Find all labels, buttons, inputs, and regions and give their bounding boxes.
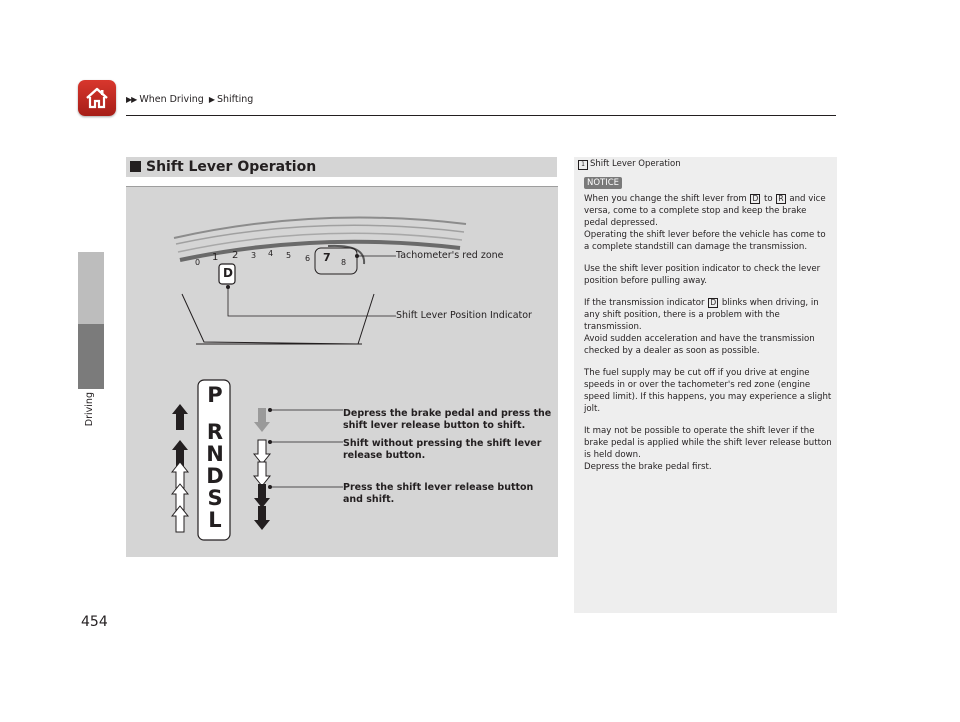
- paragraph: Operating the shift lever before the vehicle has come to a complete standstill can damage the transmission.: [584, 230, 826, 253]
- callout-line: and shift.: [343, 494, 395, 505]
- side-note-title: [578, 159, 681, 170]
- tach-label: 2: [232, 250, 239, 261]
- home-icon: [85, 86, 109, 110]
- callout-line: release button.: [343, 450, 426, 461]
- callout-red-zone: Tachometer's red zone: [396, 250, 504, 261]
- shift-gate: [199, 384, 231, 531]
- gate-letter: R: [206, 420, 224, 444]
- tach-label: 4: [268, 249, 274, 258]
- callout-line: Shift without pressing the shift lever: [343, 438, 542, 449]
- gear-key-d: D: [752, 194, 759, 203]
- tach-label: 1: [212, 252, 219, 263]
- gate-letter: N: [206, 442, 224, 466]
- side-note-body: [584, 193, 832, 482]
- tach-label: 0: [195, 258, 201, 267]
- tach-label: 7: [323, 251, 331, 264]
- callout-shift-without: [343, 438, 541, 462]
- side-tab-label: Driving: [84, 392, 95, 427]
- up-arrow-icon: [172, 404, 188, 532]
- square-bullet-icon: [130, 161, 141, 172]
- callout-position-indicator: Shift Lever Position Indicator: [396, 310, 532, 321]
- callout-line: Depress the brake pedal and press the: [343, 408, 552, 419]
- breadcrumb: ▶▶ When Driving ▶ Shifting: [126, 94, 254, 105]
- gate-letter: L: [208, 508, 222, 532]
- section-heading: [126, 157, 557, 177]
- paragraph: The fuel supply may be cut off if you drive at engine speeds in or over the tachometer's red zone (engine speed limit). If this happens, you may experience a slight jolt.: [584, 367, 832, 414]
- gate-letter: P: [207, 383, 223, 407]
- home-button[interactable]: [78, 80, 116, 116]
- paragraph: It may not be possible to operate the shift lever if the brake pedal is applied while the shift lever release button is held down.: [584, 425, 832, 460]
- tach-label: 8: [341, 258, 347, 267]
- down-arrow-icon: [254, 408, 270, 530]
- side-tab-driving[interactable]: [78, 324, 104, 389]
- breadcrumb-item[interactable]: Shifting: [216, 94, 254, 105]
- tach-label: 6: [305, 254, 311, 263]
- text-run: If the transmission indicator: [584, 297, 705, 308]
- reference-icon: 1: [578, 160, 588, 170]
- side-note-title-text: Shift Lever Operation: [590, 159, 681, 169]
- gear-position-indicator: D: [223, 266, 233, 280]
- paragraph: Depress the brake pedal first.: [584, 461, 712, 472]
- text-run: and vice versa, come to a complete stop and keep the brake pedal depressed.: [584, 194, 826, 229]
- text-run: to: [763, 194, 773, 204]
- breadcrumb-item[interactable]: When Driving: [139, 94, 204, 105]
- text-run: When you change the shift lever from: [584, 194, 747, 204]
- header-rule: [126, 115, 836, 116]
- section-title: Shift Lever Operation: [146, 159, 317, 175]
- gate-letter: D: [206, 464, 224, 488]
- paragraph: Use the shift lever position indicator to check the lever position before pulling away.: [584, 263, 821, 287]
- gear-key-d: D: [710, 297, 717, 307]
- callout-press: [343, 482, 533, 506]
- paragraph: Avoid sudden acceleration and have the transmission checked by a dealer as soon as possible.: [584, 333, 815, 357]
- gear-key-r: R: [778, 194, 784, 203]
- side-tab-light: [78, 252, 104, 324]
- gate-letter: S: [207, 486, 223, 510]
- notice-badge: NOTICE: [584, 177, 622, 189]
- tach-label: 3: [251, 251, 257, 260]
- tach-label: 5: [286, 251, 292, 260]
- callout-depress: [343, 408, 551, 432]
- callout-line: shift lever release button to shift.: [343, 420, 526, 431]
- callout-line: Press the shift lever release button: [343, 482, 534, 493]
- text-run: blinks when driving, in any shift position, there is a problem with the transmission.: [584, 297, 819, 332]
- page-number: 454: [81, 614, 108, 630]
